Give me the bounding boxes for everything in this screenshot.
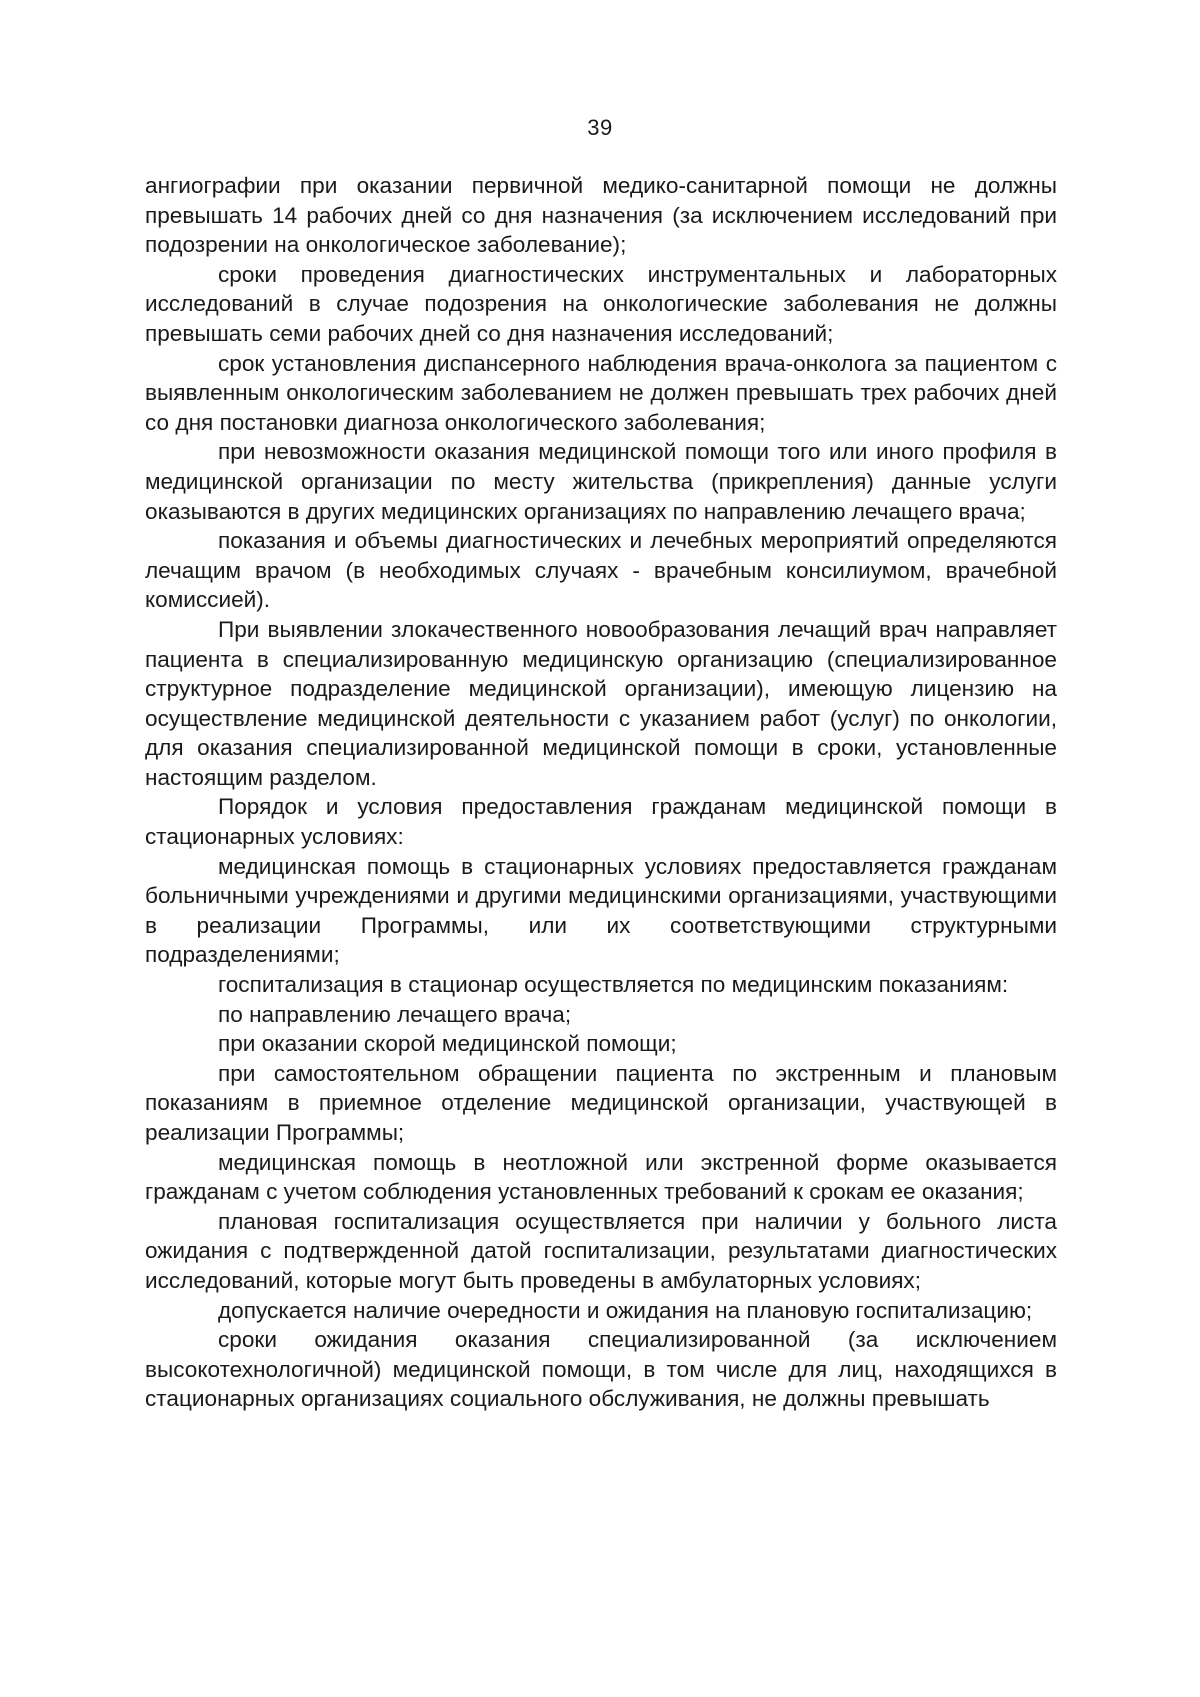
paragraph: При выявлении злокачественного новообразования лечащий врач направляет пациента в специализированную медицинскую организацию (специализированное структурное подразделение медицинской организации), имеющую лицензию на осуществление медицинской деятельности с указанием работ (услуг) по онкологии, для оказания специализированной медицинской помощи в сроки, установленные настоящим разделом. (145, 616, 1057, 790)
document-body (145, 171, 1057, 1414)
paragraph: по направлению лечащего врача; (218, 1001, 572, 1027)
paragraph: госпитализация в стационар осуществляется по медицинским показаниям: (218, 972, 1009, 998)
paragraph: при невозможности оказания медицинской помощи того или иного профиля в медицинской организации по месту жительства (прикрепления) данные услуги оказываются в других медицинских организациях по направлению лечащего врача; (145, 439, 1057, 524)
paragraph: Порядок и условия предоставления гражданам медицинской помощи в стационарных условиях: (145, 794, 1057, 850)
paragraph: сроки проведения диагностических инструментальных и лабораторных исследований в случае подозрения на онкологические заболевания не должны превышать семи рабочих дней со дня назначения исследований; (145, 261, 1057, 346)
paragraph: при оказании скорой медицинской помощи; (218, 1031, 677, 1057)
paragraph: медицинская помощь в стационарных условиях предоставляется гражданам больничными учреждениями и другими медицинскими организациями, участвующими в реализации Программы, или их соответствующими структурными подразделениями; (145, 853, 1057, 968)
paragraph: допускается наличие очередности и ожидания на плановую госпитализацию; (218, 1297, 1033, 1323)
page-number: 39 (587, 115, 613, 140)
paragraph: ангиографии при оказании первичной медико-санитарной помощи не должны превышать 14 рабочих дней со дня назначения (за исключением исследований при подозрении на онкологическое заболевание); (145, 173, 1057, 258)
paragraph: при самостоятельном обращении пациента по экстренным и плановым показаниям в приемное отделение медицинской организации, участвующей в реализации Программы; (145, 1060, 1057, 1145)
paragraph: медицинская помощь в неотложной или экстренной форме оказывается гражданам с учетом соблюдения установленных требований к срокам ее оказания; (145, 1149, 1057, 1205)
paragraph: срок установления диспансерного наблюдения врача-онколога за пациентом с выявленным онкологическим заболеванием не должен превышать трех рабочих дней со дня постановки диагноза онкологического заболевания; (145, 350, 1057, 435)
paragraph: плановая госпитализация осуществляется при наличии у больного листа ожидания с подтвержденной датой госпитализации, результатами диагностических исследований, которые могут быть проведены в амбулаторных условиях; (145, 1208, 1057, 1293)
paragraph: показания и объемы диагностических и лечебных мероприятий определяются лечащим врачом (в необходимых случаях - врачебным консилиумом, врачебной комиссией). (145, 528, 1057, 613)
paragraph: сроки ожидания оказания специализированной (за исключением высокотехнологичной) медицинской помощи, в том числе для лиц, находящихся в стационарных организациях социального обслуживания, не должны превышать (145, 1327, 1057, 1412)
